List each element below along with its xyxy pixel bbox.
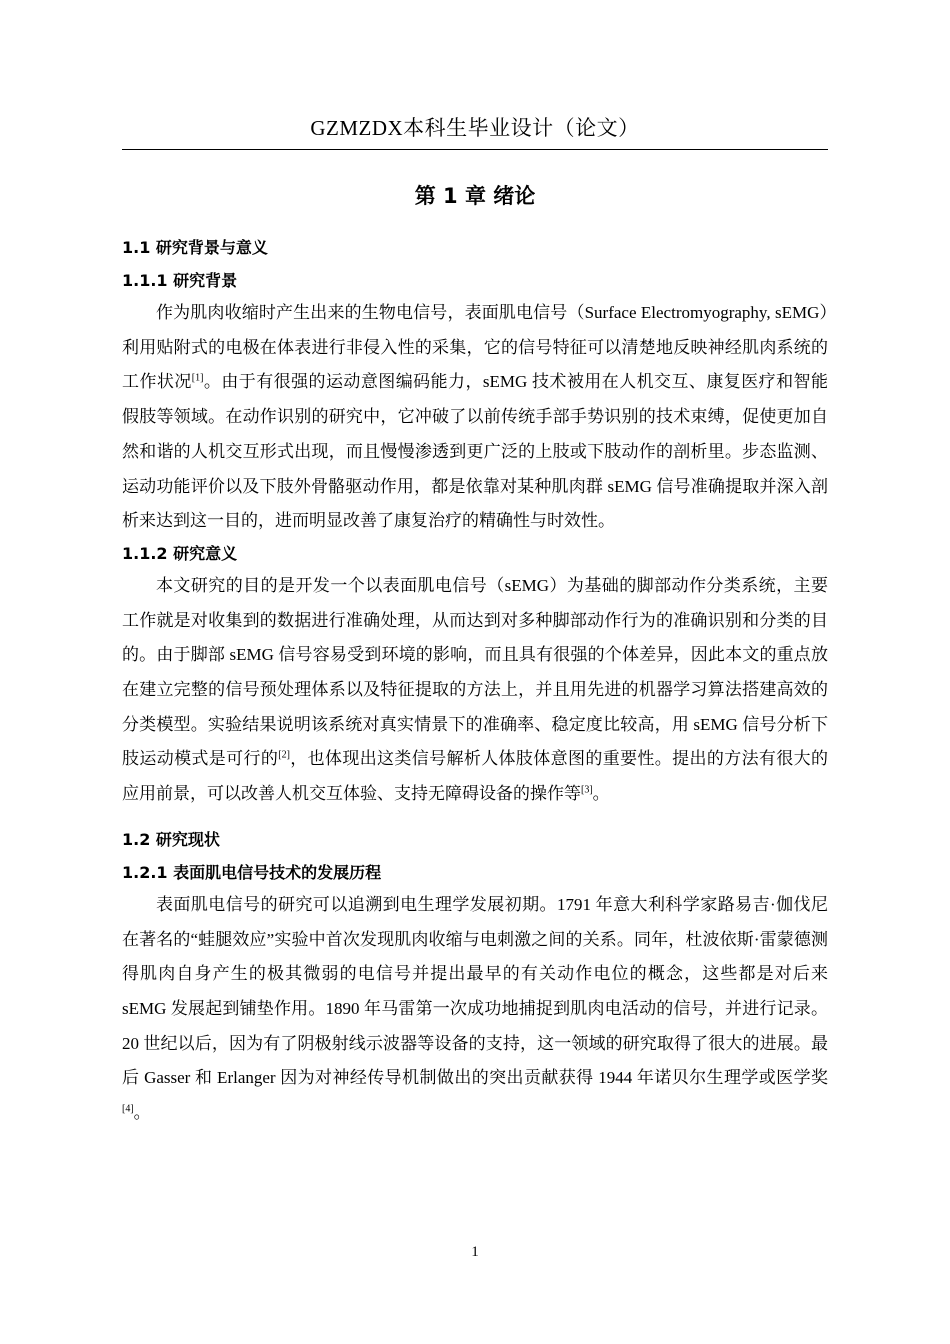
paragraph-research-background	[122, 296, 828, 539]
chapter-title: 第 1 章 绪论	[414, 184, 536, 208]
citation-1[interactable]: [1]	[191, 372, 204, 384]
document-body	[122, 180, 828, 1131]
page-header: GZMZDX本科生毕业设计（论文）	[122, 112, 828, 150]
citation-3[interactable]: [3]	[581, 784, 593, 796]
paragraph-text: 。	[592, 784, 610, 804]
page-number: 1	[471, 1244, 479, 1260]
citation-2[interactable]: [2]	[278, 749, 290, 761]
paragraph-semg-history	[122, 888, 828, 1131]
paragraph-text: 表面肌电信号的研究可以追溯到电生理学发展初期。1791 年意大利科学家路易吉·伽伐尼在著名的“蛙腿效应”实验中首次发现肌肉收缩与电刺激之间的关系。同年，杜波依斯·雷蒙德测得肌肉自身产生的极其微弱的电信号并提出最早的有关动作电位的概念，这些都是对后来 sEMG 发展起到铺垫作用。1890 年马雷第一次成功地捕捉到肌肉电活动的信号，并进行记录。20 世纪以后，因为有了阴极射线示波器等设备的支持，这一领域的研究取得了很大的进展。最后 Gasser 和 Erlanger 因为对神经传导机制做出的突出贡献获得 1944 年诺贝尔生理学或医学奖	[122, 894, 828, 1088]
section-heading-1-2-1: 1.2.1 表面肌电信号技术的发展历程	[122, 862, 382, 882]
paragraph-text: ，也体现出这类信号解析人体肢体意图的重要性。提出的方法有很大的应用前景，可以改善人机交互体验、支持无障碍设备的操作等	[122, 749, 829, 804]
paragraph-text: 。	[133, 1103, 151, 1123]
paragraph-text: 作为肌肉收缩时产生出来的生物电信号，表面肌电信号（Surface Electromyography, sEMG）利用贴附式的电极在体表进行非侵入性的采集，它的信号特征可以清楚地反映神经肌肉系统的工作状况	[122, 303, 828, 392]
paragraph-text: 本文研究的目的是开发一个以表面肌电信号（sEMG）为基础的脚部动作分类系统，主要工作就是对收集到的数据进行准确处理，从而达到对多种脚部动作行为的准确识别和分类的目的。由于脚部 sEMG 信号容易受到环境的影响，而且具有很强的个体差异，因此本文的重点放在建立完整的信号预处理体系以及特征提取的方法上，并且用先进的机器学习算法搭建高效的分类模型。实验结果说明该系统对真实情景下的准确率、稳定度比较高，用 sEMG 信号分析下肢运动模式是可行的	[122, 575, 828, 769]
paragraph-research-significance	[122, 569, 828, 812]
section-heading-1-1: 1.1 研究背景与意义	[122, 238, 268, 257]
section-heading-1-1-2: 1.1.2 研究意义	[122, 543, 238, 563]
citation-4[interactable]: [4]	[122, 1103, 134, 1115]
section-heading-1-2: 1.2 研究现状	[122, 829, 220, 849]
paragraph-text: 。由于有很强的运动意图编码能力，sEMG 技术被用在人机交互、康复医疗和智能假肢等领域。在动作识别的研究中，它冲破了以前传统手部手势识别的技术束缚，促使更加自然和谐的人机交互形式出现，而且慢慢渗透到更广泛的上肢或下肢动作的剖析里。步态监测、运动功能评价以及下肢外骨骼驱动作用，都是依靠对某种肌肉群 sEMG 信号准确提取并深入剖析来达到这一目的，进而明显改善了康复治疗的精确性与时效性。	[122, 372, 828, 531]
section-heading-1-1-1: 1.1.1 研究背景	[122, 271, 238, 290]
